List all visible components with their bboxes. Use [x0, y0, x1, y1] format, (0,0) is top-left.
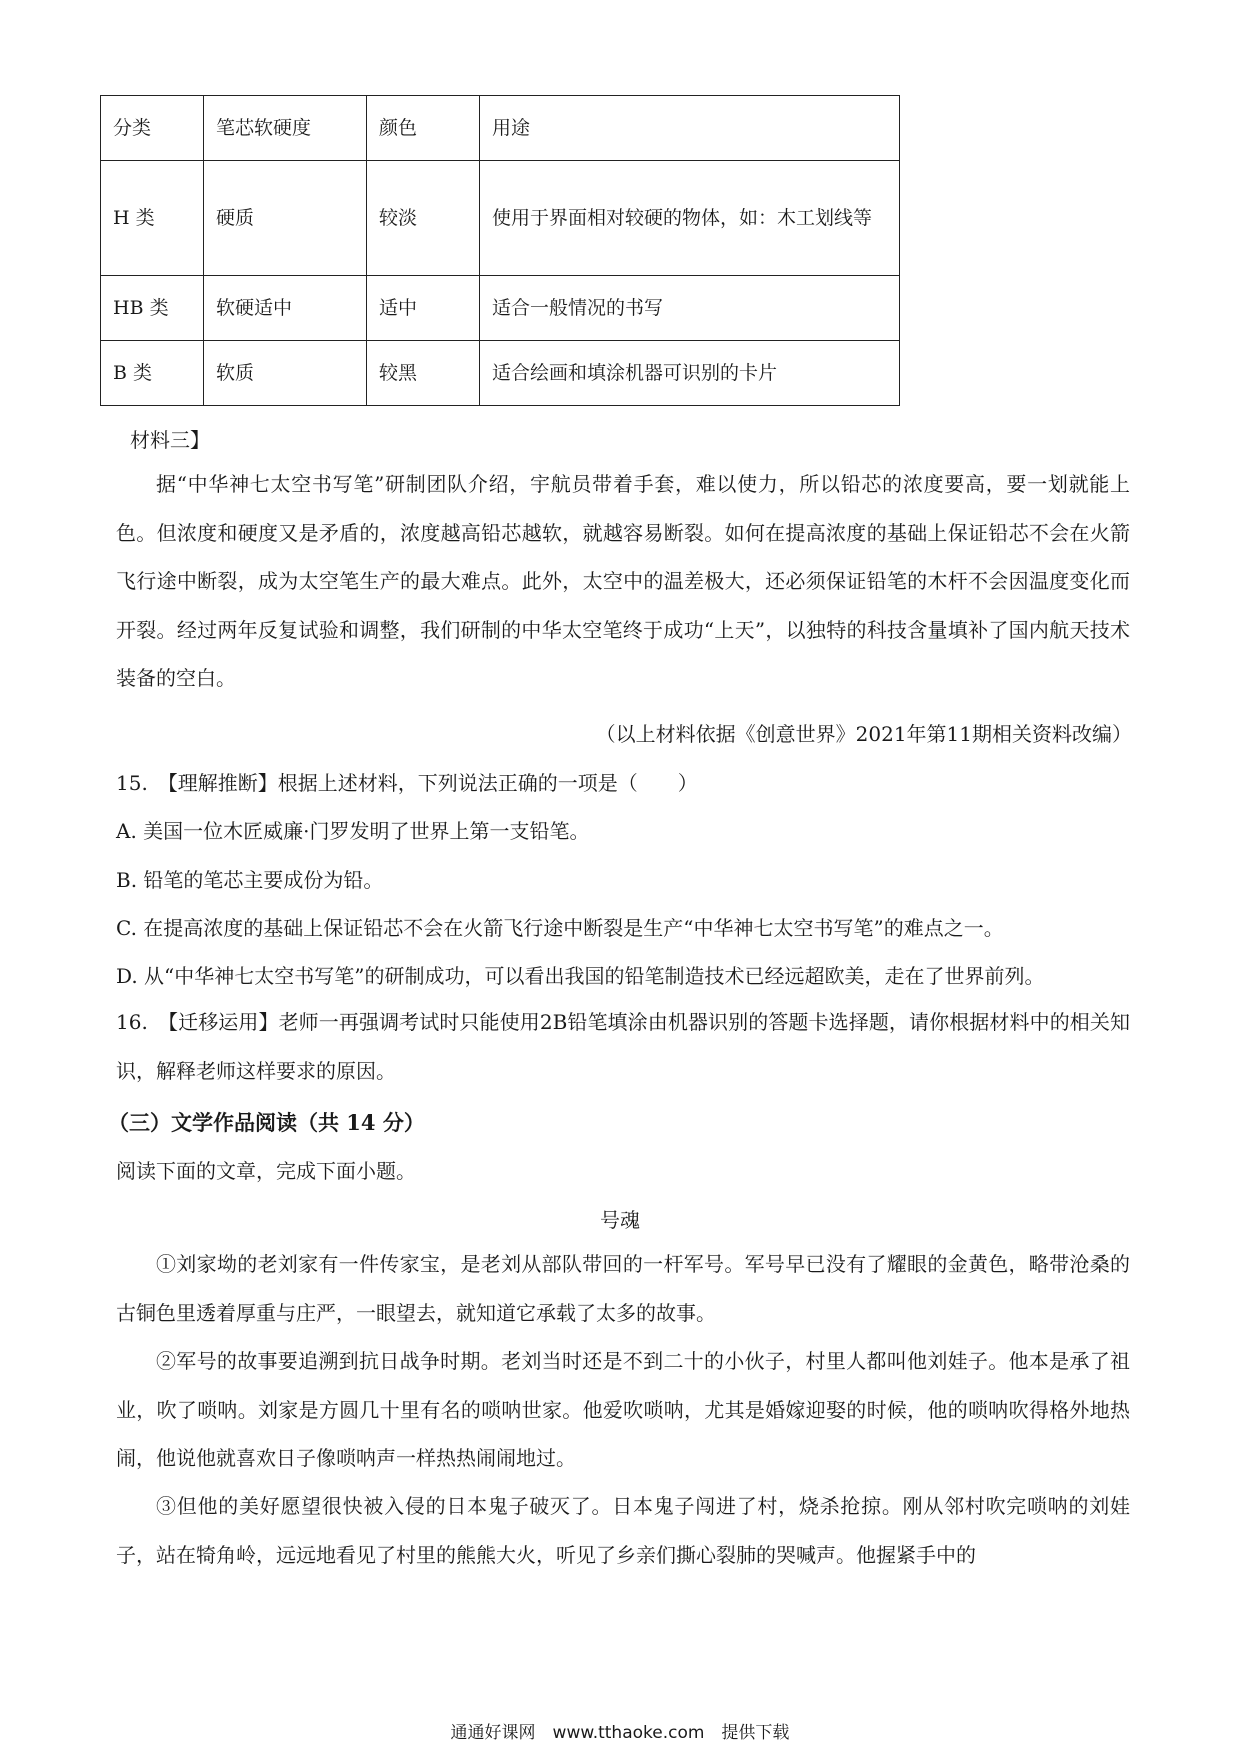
- table-header-row: [101, 96, 900, 161]
- section-3-heading: （三）文学作品阅读（共 14 分）: [108, 1110, 425, 1135]
- table-row: [101, 276, 900, 341]
- question-15-option-d: D. 从“中华神七太空书写笔”的研制成功，可以看出我国的铅笔制造技术已经远超欧美，走在了世界前列。: [116, 964, 1045, 988]
- table-header-cell: 笔芯软硬度: [204, 96, 367, 161]
- pencil-classification-table: [100, 95, 900, 406]
- page-footer: 通通好课网 www.tthaoke.com 提供下载: [450, 1723, 790, 1743]
- article-paragraph-2: ②军号的故事要追溯到抗日战争时期。老刘当时还是不到二十的小伙子，村里人都叫他刘娃子。他本是承了祖业，吹了唢呐。刘家是方圆几十里有名的唢呐世家。他爱吹唢呐，尤其是婚嫁迎娶的时候，他的唢呐吹得格外地热闹，他说他就喜欢日子像唢呐声一样热热闹闹地过。: [116, 1349, 1130, 1470]
- article-paragraph-3: ③但他的美好愿望很快被入侵的日本鬼子破灭了。日本鬼子闯进了村，烧杀抢掠。刚从邻村吹完唢呐的刘娃子，站在犄角岭，远远地看见了村里的熊熊大火，听见了乡亲们撕心裂肺的哭喊声。他握紧手中的: [116, 1494, 1130, 1567]
- table-cell: 硬质: [204, 161, 367, 276]
- table-cell: 较淡: [367, 161, 480, 276]
- material3-body: 据“中华神七太空书写笔”研制团队介绍，宇航员带着手套，难以使力，所以铅芯的浓度要高，要一划就能上色。但浓度和硬度又是矛盾的，浓度越高铅芯越软，就越容易断裂。如何在提高浓度的基础上保证铅芯不会在火箭飞行途中断裂，成为太空笔生产的最大难点。此外，太空中的温差极大，还必须保证铅笔的木杆不会因温度变化而开裂。经过两年反复试验和调整，我们研制的中华太空笔终于成功“上天”，以独特的科技含量填补了国内航天技术装备的空白。: [116, 472, 1130, 690]
- table-cell: 较黑: [367, 341, 480, 406]
- table-cell: 软质: [204, 341, 367, 406]
- material-source-note: （以上材料依据《创意世界》2021年第11期相关资料改编）: [595, 722, 1132, 746]
- table-cell: 适中: [367, 276, 480, 341]
- table-cell: 软硬适中: [204, 276, 367, 341]
- table-header-cell: 颜色: [367, 96, 480, 161]
- question-16-stem: 16. 【迁移运用】老师一再强调考试时只能使用2B铅笔填涂由机器识别的答题卡选择题，请你根据材料中的相关知识，解释老师这样要求的原因。: [116, 1010, 1130, 1083]
- table-cell: HB 类: [101, 276, 204, 341]
- material3-heading: 材料三】: [130, 428, 210, 452]
- table-cell: 适合一般情况的书写: [480, 276, 900, 341]
- table-cell: H 类: [101, 161, 204, 276]
- table-row: [101, 341, 900, 406]
- table-cell: B 类: [101, 341, 204, 406]
- reading-instruction: 阅读下面的文章，完成下面小题。: [116, 1159, 416, 1183]
- article-paragraph-1: ①刘家坳的老刘家有一件传家宝，是老刘从部队带回的一杆军号。军号早已没有了耀眼的金黄色，略带沧桑的古铜色里透着厚重与庄严，一眼望去，就知道它承载了太多的故事。: [116, 1252, 1130, 1325]
- question-15-option-c: C. 在提高浓度的基础上保证铅芯不会在火箭飞行途中断裂是生产“中华神七太空书写笔”的难点之一。: [116, 916, 1004, 940]
- table-cell: 使用于界面相对较硬的物体，如：木工划线等: [480, 161, 900, 276]
- article-title: 号魂: [600, 1208, 640, 1232]
- table-header-cell: 分类: [101, 96, 204, 161]
- question-15-option-a: A. 美国一位木匠威廉·门罗发明了世界上第一支铅笔。: [116, 819, 590, 843]
- table-row: [101, 161, 900, 276]
- table-header-cell: 用途: [480, 96, 900, 161]
- question-15-option-b: B. 铅笔的笔芯主要成份为铅。: [116, 868, 384, 892]
- question-15-stem: 15. 【理解推断】根据上述材料，下列说法正确的一项是（ ）: [116, 771, 698, 795]
- table-cell: 适合绘画和填涂机器可识别的卡片: [480, 341, 900, 406]
